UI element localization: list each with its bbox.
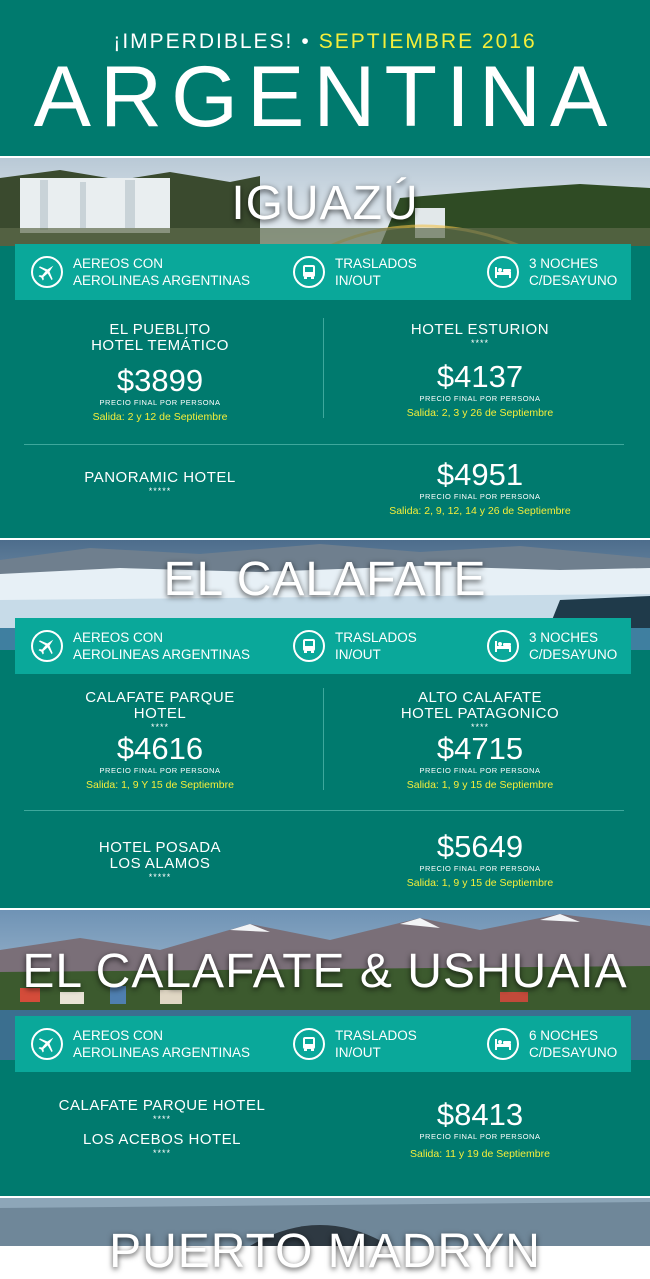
feature-line: 3 NOCHES bbox=[529, 630, 599, 645]
hotel-stars: **** bbox=[152, 1148, 171, 1158]
hotel-name: ALTO CALAFATE bbox=[417, 689, 543, 706]
feature-line: AEROLINEAS ARGENTINAS bbox=[73, 1045, 251, 1060]
feature-bar bbox=[15, 1016, 631, 1072]
feature-transfers bbox=[293, 1016, 417, 1072]
feature-bar bbox=[15, 618, 631, 674]
hotel-name: HOTEL POSADA bbox=[98, 839, 222, 856]
departure-dates: Salida: 2, 3 y 26 de Septiembre bbox=[406, 407, 554, 419]
section-title: PUERTO MADRYN bbox=[109, 1225, 541, 1278]
feature-line: TRASLADOS bbox=[335, 256, 417, 271]
hotel-offer[interactable] bbox=[0, 470, 320, 496]
airplane-icon bbox=[31, 256, 63, 288]
price: $5649 bbox=[436, 829, 524, 864]
feature-line: C/DESAYUNO bbox=[529, 273, 618, 288]
banner-iguazu bbox=[0, 158, 650, 246]
section-title: EL CALAFATE bbox=[163, 553, 487, 606]
bed-icon bbox=[487, 1028, 519, 1060]
section-puerto-madryn[interactable] bbox=[0, 1196, 650, 1278]
header bbox=[0, 0, 650, 156]
feature-nights bbox=[487, 618, 617, 674]
feature-line: IN/OUT bbox=[335, 273, 381, 288]
feature-line: AEREOS CON bbox=[73, 630, 164, 645]
feature-line: 6 NOCHES bbox=[529, 1028, 599, 1043]
bus-icon bbox=[293, 1028, 325, 1060]
banner-puerto-madryn bbox=[0, 1198, 650, 1278]
hotel-name: HOTEL bbox=[133, 705, 187, 722]
row-divider bbox=[24, 444, 624, 445]
hotel-name: LOS ALAMOS bbox=[109, 855, 211, 872]
price-note: PRECIO FINAL POR PERSONA bbox=[419, 492, 541, 501]
hotel-stars: **** bbox=[470, 338, 489, 348]
hotel-offer[interactable] bbox=[330, 690, 630, 792]
feature-line: C/DESAYUNO bbox=[529, 1045, 618, 1060]
section-calafate-ushuaia[interactable] bbox=[0, 908, 650, 1196]
hotel-offer[interactable] bbox=[0, 840, 320, 882]
feature-transfers bbox=[293, 244, 417, 300]
kicker-separator: • bbox=[301, 30, 311, 53]
departure-dates: Salida: 1, 9 y 15 de Septiembre bbox=[406, 779, 554, 791]
feature-line: TRASLADOS bbox=[335, 630, 417, 645]
hotel-name: CALAFATE PARQUE bbox=[85, 689, 235, 706]
feature-nights bbox=[487, 244, 617, 300]
hotel-offer[interactable] bbox=[0, 690, 320, 792]
price: $4137 bbox=[436, 359, 524, 394]
feature-line: TRASLADOS bbox=[335, 1028, 417, 1043]
hotel-stars: **** bbox=[152, 1114, 171, 1124]
feature-flights bbox=[31, 1016, 250, 1072]
hotel-offer-price[interactable] bbox=[330, 458, 630, 518]
bed-icon bbox=[487, 256, 519, 288]
hotel-offer-price[interactable] bbox=[330, 830, 630, 890]
hotel-offer-price[interactable] bbox=[330, 1098, 630, 1161]
section-title: IGUAZÚ bbox=[231, 177, 419, 230]
feature-line: AEREOS CON bbox=[73, 1028, 164, 1043]
bus-icon bbox=[293, 256, 325, 288]
price: $4616 bbox=[116, 731, 204, 766]
hotel-stars: **** bbox=[470, 722, 489, 732]
price-note: PRECIO FINAL POR PERSONA bbox=[419, 864, 541, 873]
price-note: PRECIO FINAL POR PERSONA bbox=[419, 394, 541, 403]
airplane-icon bbox=[31, 630, 63, 662]
departure-dates: Salida: 2, 9, 12, 14 y 26 de Septiembre bbox=[389, 505, 571, 517]
departure-dates: Salida: 1, 9 Y 15 de Septiembre bbox=[86, 779, 234, 791]
section-title: EL CALAFATE & USHUAIA bbox=[22, 945, 628, 998]
feature-line: 3 NOCHES bbox=[529, 256, 599, 271]
kicker-month: SEPTIEMBRE 2016 bbox=[318, 30, 537, 53]
hotel-offer[interactable] bbox=[0, 322, 320, 424]
feature-line: C/DESAYUNO bbox=[529, 647, 618, 662]
hotel-name: CALAFATE PARQUE HOTEL bbox=[58, 1097, 266, 1114]
hotel-name: HOTEL TEMÁTICO bbox=[91, 337, 229, 354]
hotel-name: HOTEL PATAGONICO bbox=[400, 705, 560, 722]
hotel-stars: ***** bbox=[148, 486, 172, 496]
price: $4715 bbox=[436, 731, 524, 766]
feature-line: AEROLINEAS ARGENTINAS bbox=[73, 273, 251, 288]
column-divider bbox=[323, 688, 324, 790]
price: $3899 bbox=[116, 363, 204, 398]
feature-nights bbox=[487, 1016, 617, 1072]
section-iguazu[interactable] bbox=[0, 156, 650, 540]
hotel-name: HOTEL ESTURION bbox=[410, 321, 550, 338]
departure-dates: Salida: 2 y 12 de Septiembre bbox=[92, 411, 228, 423]
column-divider bbox=[323, 318, 324, 418]
price-note: PRECIO FINAL POR PERSONA bbox=[419, 766, 541, 775]
section-el-calafate[interactable] bbox=[0, 538, 650, 910]
feature-line: AEREOS CON bbox=[73, 256, 164, 271]
feature-line: IN/OUT bbox=[335, 1045, 381, 1060]
airplane-icon bbox=[31, 1028, 63, 1060]
price-note: PRECIO FINAL POR PERSONA bbox=[419, 1132, 541, 1141]
hotel-offer[interactable] bbox=[330, 322, 630, 420]
hotel-stars: ***** bbox=[148, 872, 172, 882]
bed-icon bbox=[487, 630, 519, 662]
kicker-imperdibles: ¡IMPERDIBLES! bbox=[113, 30, 294, 53]
feature-flights bbox=[31, 618, 250, 674]
bus-icon bbox=[293, 630, 325, 662]
hotel-name: PANORAMIC HOTEL bbox=[84, 469, 236, 486]
hotel-offer[interactable] bbox=[0, 1098, 324, 1158]
price: $8413 bbox=[436, 1097, 524, 1132]
feature-transfers bbox=[293, 618, 417, 674]
departure-dates: Salida: 11 y 19 de Septiembre bbox=[410, 1148, 550, 1160]
price: $4951 bbox=[436, 457, 524, 492]
departure-dates: Salida: 1, 9 y 15 de Septiembre bbox=[406, 877, 554, 889]
feature-flights bbox=[31, 244, 250, 300]
feature-line: AEROLINEAS ARGENTINAS bbox=[73, 647, 251, 662]
hotel-stars: **** bbox=[150, 722, 169, 732]
feature-line: IN/OUT bbox=[335, 647, 381, 662]
hotel-name: EL PUEBLITO bbox=[109, 321, 211, 338]
price-note: PRECIO FINAL POR PERSONA bbox=[99, 398, 221, 407]
hotel-name: LOS ACEBOS HOTEL bbox=[82, 1131, 242, 1148]
price-note: PRECIO FINAL POR PERSONA bbox=[99, 766, 221, 775]
row-divider bbox=[24, 810, 624, 811]
feature-bar bbox=[15, 244, 631, 300]
page-title: ARGENTINA bbox=[33, 49, 617, 145]
